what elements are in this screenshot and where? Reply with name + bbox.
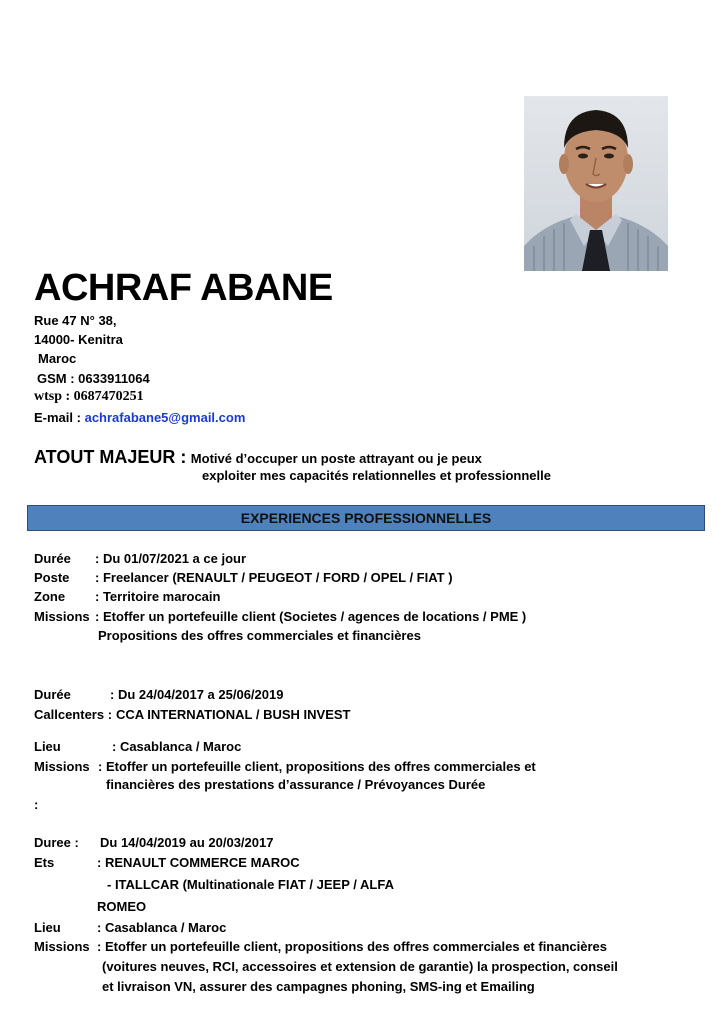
exp1-zone-label: Zone: [34, 589, 66, 604]
exp3-duree-value: Du 14/04/2019 au 20/03/2017: [100, 835, 274, 850]
exp3-missions-line2: (voitures neuves, RCI, accessoires et extension de garantie) la prospection, conseil: [102, 959, 618, 974]
experiences-section-header: EXPERIENCES PROFESSIONNELLES: [27, 505, 705, 531]
atout-line2: exploiter mes capacités relationnelles et professionnelle: [202, 468, 551, 483]
exp2-stray-colon: :: [34, 797, 39, 812]
exp2-missions-label: Missions: [34, 759, 90, 774]
candidate-name: ACHRAF ABANE: [34, 267, 333, 309]
exp3-missions-line3: et livraison VN, assurer des campagnes phoning, SMS-ing et Emailing: [102, 979, 535, 994]
email-line: [34, 410, 245, 425]
email-link[interactable]: achrafabane5@gmail.com: [84, 410, 246, 425]
exp2-lieu-value: : Casablanca / Maroc: [112, 739, 242, 754]
atout-majeur: [34, 447, 482, 468]
exp3-lieu-value: : Casablanca / Maroc: [97, 920, 227, 935]
address-country: Maroc: [38, 351, 77, 366]
exp1-missions-line1: : Etoffer un portefeuille client (Societes / agences de locations / PME ): [95, 609, 527, 624]
exp2-duree-value: : Du 24/04/2017 a 25/06/2019: [110, 687, 284, 702]
exp3-ets-line2: - ITALLCAR (Multinationale FIAT / JEEP / ALFA: [107, 877, 394, 892]
exp2-lieu-label: Lieu: [34, 739, 61, 754]
exp1-missions-line2: Propositions des offres commerciales et financières: [98, 628, 421, 643]
exp1-poste-value: : Freelancer (RENAULT / PEUGEOT / FORD / OPEL / FIAT ): [95, 570, 453, 585]
exp3-missions-label: Missions: [34, 939, 90, 954]
exp2-callcenters-value: CCA INTERNATIONAL / BUSH INVEST: [116, 707, 351, 722]
exp3-duree-label: Duree :: [34, 835, 79, 850]
email-label: E-mail :: [34, 410, 81, 425]
exp1-duree-label: Durée: [34, 551, 71, 566]
address-line2: 14000- Kenitra: [34, 332, 123, 347]
exp2-duree-label: Durée: [34, 687, 71, 702]
exp3-lieu-label: Lieu: [34, 920, 61, 935]
whatsapp-number: wtsp : 0687470251: [34, 389, 144, 404]
exp1-duree-value: : Du 01/07/2021 a ce jour: [95, 551, 247, 566]
exp3-ets-label: Ets: [34, 855, 55, 870]
exp3-missions-line1: : Etoffer un portefeuille client, propositions des offres commerciales et financières: [97, 939, 608, 954]
exp3-ets-line1: : RENAULT COMMERCE MAROC: [97, 855, 300, 870]
gsm-number: GSM : 0633911064: [37, 371, 150, 386]
exp1-zone-value: : Territoire marocain: [95, 589, 221, 604]
exp2-callcenters-label: Callcenters :: [34, 707, 113, 722]
exp3-ets-line3: ROMEO: [97, 899, 147, 914]
profile-photo: [524, 96, 668, 271]
exp1-missions-label: Missions: [34, 609, 90, 624]
atout-title: ATOUT MAJEUR :: [34, 447, 187, 467]
exp2-missions-line2: financières des prestations d’assurance / Prévoyances Durée: [106, 777, 486, 792]
exp1-poste-label: Poste: [34, 570, 70, 585]
atout-line1: Motivé d’occuper un poste attrayant ou je peux: [190, 451, 482, 466]
address-line1: Rue 47 N° 38,: [34, 313, 117, 328]
exp2-missions-line1: : Etoffer un portefeuille client, propositions des offres commerciales et: [98, 759, 536, 774]
